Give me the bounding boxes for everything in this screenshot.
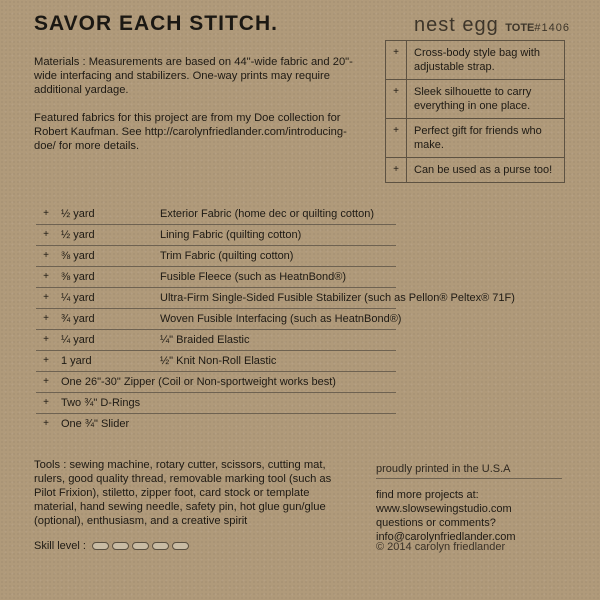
plus-icon: + [43,229,49,240]
material-description: Woven Fusible Interfacing (such as HeatnBond®) [160,313,402,325]
material-row [36,351,396,372]
material-description: Exterior Fabric (home dec or quilting cotton) [160,208,374,220]
plus-icon: + [43,397,49,408]
feature-text: Perfect gift for friends who make. [414,125,542,151]
material-description: Two ¾" D-Rings [61,397,141,409]
website-link[interactable]: www.slowsewingstudio.com [376,503,512,515]
materials-note: Materials : Measurements are based on 44"-wide fabric and 20"-wide interfacing and stabilizers. One-way prints may require additional yardage. [34,56,353,96]
skill-level-label: Skill level : [34,540,86,552]
material-row [36,204,396,225]
material-description: One 26"-30" Zipper (Coil or Non-sportweight works best) [61,376,336,388]
plus-icon: + [43,334,49,345]
plus-icon: + [43,376,49,387]
material-quantity: 1 yard [61,355,92,367]
material-quantity: ¼ yard [61,292,95,304]
material-description: ¼" Braided Elastic [160,334,250,346]
skill-level [34,540,189,552]
product-title [414,14,570,37]
plus-icon: + [386,80,407,118]
material-description: Lining Fabric (quilting cotton) [160,229,302,241]
material-row [36,309,402,330]
material-row [36,246,396,267]
product-name: nest egg [413,14,499,36]
plus-icon: + [386,41,407,79]
printed-in-usa: proudly printed in the U.S.A [376,463,562,479]
feature-item [386,158,564,182]
plus-icon: + [43,271,49,282]
skill-pill [112,542,129,550]
skill-level-indicator [92,542,189,550]
skill-pill [132,542,149,550]
material-row [36,330,396,351]
material-row [36,288,515,309]
material-quantity: ½ yard [61,229,95,241]
plus-icon: + [43,250,49,261]
material-description: Fusible Fleece (such as HeatnBond®) [160,271,347,283]
feature-text: Sleek silhouette to carry everything in one place. [414,86,532,112]
plus-icon: + [43,355,49,366]
plus-icon: + [43,292,49,303]
feature-item [386,41,564,80]
copyright: © 2014 carolyn friedlander [376,541,506,553]
material-description: ½" Knit Non-Roll Elastic [160,355,277,367]
material-quantity: ½ yard [61,208,95,220]
plus-icon: + [386,158,407,182]
plus-icon: + [43,208,49,219]
feature-item [386,80,564,119]
material-row [36,414,396,434]
skill-pill [92,542,109,550]
material-quantity: ¾ yard [61,313,95,325]
material-row [36,225,396,246]
features-box [385,40,565,183]
product-type: TOTE [505,22,535,34]
featured-fabrics-note: Featured fabrics for this project are from my Doe collection for Robert Kaufman. See http://carolynfriedlander.com/introducing-doe/ for more details. [34,112,347,152]
material-quantity: ¼ yard [61,334,95,346]
feature-text: Cross-body style bag with adjustable strap. [414,47,540,73]
material-description: Trim Fabric (quilting cotton) [160,250,294,262]
material-quantity: ⅜ yard [61,271,95,283]
contact-info [376,488,516,544]
product-number: #1406 [534,22,570,34]
plus-icon: + [386,119,407,157]
email-link[interactable]: info@carolynfriedlander.com [376,531,516,543]
plus-icon: + [43,313,49,324]
material-row [36,393,396,414]
find-more-label: find more projects at: [376,489,479,501]
feature-item [386,119,564,158]
material-row [36,372,396,393]
material-row [36,267,396,288]
plus-icon: + [43,418,49,429]
skill-pill [172,542,189,550]
skill-pill [152,542,169,550]
tools-list: Tools : sewing machine, rotary cutter, scissors, cutting mat, rulers, good quality thread, removable marking tool (such as Pilot Frixion), stiletto, zipper foot, card stock or template material, hand sewing needle, safety pin, hot glue gun/glue (optional), enthusiasm, and a creative spirit [34,459,332,527]
materials-list [36,204,515,434]
feature-text: Can be used as a purse too! [414,164,553,176]
material-description: Ultra-Firm Single-Sided Fusible Stabilizer (such as Pellon® Peltex® 71F) [160,292,515,304]
material-description: One ¾" Slider [61,418,130,430]
questions-label: questions or comments? [376,517,496,529]
page-title: SAVOR EACH STITCH. [34,12,278,35]
material-quantity: ⅜ yard [61,250,95,262]
